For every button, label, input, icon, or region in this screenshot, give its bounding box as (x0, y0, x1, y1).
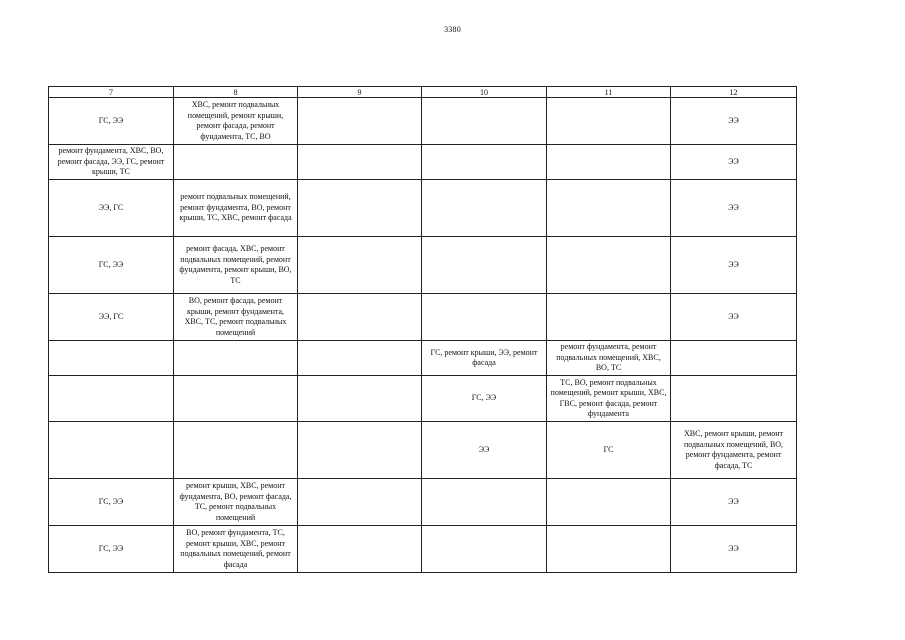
table-cell (547, 479, 671, 526)
table-cell: ЭЭ (671, 479, 797, 526)
table-cell: ремонт фасада, ХВС, ремонт подвальных помещений, ремонт фундамента, ремонт крыши, ВО, ТС (174, 237, 298, 294)
table-row (49, 180, 797, 237)
table-cell (298, 376, 422, 422)
table-cell (422, 180, 547, 237)
table-cell (547, 237, 671, 294)
header-row (49, 87, 797, 98)
table-cell (49, 341, 174, 376)
table-cell (422, 145, 547, 180)
table-cell: ХВС, ремонт подвальных помещений, ремонт крыши, ремонт фасада, ремонт фундамента, ТС, ВО (174, 98, 298, 145)
table-cell: ГС (547, 422, 671, 479)
table-cell (547, 145, 671, 180)
table-cell: ЭЭ (671, 98, 797, 145)
works-table (48, 86, 797, 573)
table-cell (422, 98, 547, 145)
table-cell (422, 526, 547, 573)
table-cell (547, 294, 671, 341)
table-cell (49, 422, 174, 479)
table-cell (298, 341, 422, 376)
table-cell (298, 237, 422, 294)
column-header-11: 11 (547, 87, 671, 98)
column-header-8: 8 (174, 87, 298, 98)
table-cell (298, 98, 422, 145)
table-row (49, 479, 797, 526)
page-number: 3380 (444, 25, 461, 34)
table-cell (547, 180, 671, 237)
table-cell (422, 237, 547, 294)
table-cell: ремонт фундамента, ХВС, ВО, ремонт фасада, ЭЭ, ГС, ремонт крыши, ТС (49, 145, 174, 180)
table-cell (49, 376, 174, 422)
table-cell: ЭЭ, ГС (49, 294, 174, 341)
table-cell (298, 526, 422, 573)
table-cell (547, 98, 671, 145)
table-cell (298, 145, 422, 180)
table-row (49, 98, 797, 145)
column-header-10: 10 (422, 87, 547, 98)
table-cell (422, 294, 547, 341)
table-cell (174, 145, 298, 180)
table-cell: ВО, ремонт фундамента, ТС, ремонт крыши, ХВС, ремонт подвальных помещений, ремонт фасада (174, 526, 298, 573)
table-cell: ГС, ЭЭ (49, 479, 174, 526)
table-row (49, 145, 797, 180)
table-cell: ЭЭ (671, 294, 797, 341)
column-header-12: 12 (671, 87, 797, 98)
column-header-7: 7 (49, 87, 174, 98)
table-row (49, 341, 797, 376)
table-cell: ГС, ЭЭ (49, 98, 174, 145)
table-cell (174, 376, 298, 422)
table-cell (298, 294, 422, 341)
table-cell: ремонт фундамента, ремонт подвальных помещений, ХВС, ВО, ТС (547, 341, 671, 376)
table-cell: ГС, ЭЭ (49, 526, 174, 573)
table-cell (671, 376, 797, 422)
table-cell: ЭЭ (671, 237, 797, 294)
table-row (49, 376, 797, 422)
table-cell: ВО, ремонт фасада, ремонт крыши, ремонт фундамента, ХВС, ТС, ремонт подвальных помещений (174, 294, 298, 341)
table-cell: ЭЭ (422, 422, 547, 479)
table-cell: ГС, ЭЭ (422, 376, 547, 422)
table-cell (298, 180, 422, 237)
table-cell (298, 479, 422, 526)
table-row (49, 237, 797, 294)
table-cell: ЭЭ (671, 526, 797, 573)
column-header-9: 9 (298, 87, 422, 98)
table-row (49, 422, 797, 479)
table-cell: ГС, ремонт крыши, ЭЭ, ремонт фасада (422, 341, 547, 376)
table-cell: ЭЭ (671, 180, 797, 237)
table-cell: ХВС, ремонт крыши, ремонт подвальных помещений, ВО, ремонт фундамента, ремонт фасада, ТС (671, 422, 797, 479)
table-cell (174, 341, 298, 376)
table-cell (298, 422, 422, 479)
table-cell: ЭЭ (671, 145, 797, 180)
table-cell (422, 479, 547, 526)
table-cell: ЭЭ, ГС (49, 180, 174, 237)
table-cell (547, 526, 671, 573)
table-cell (671, 341, 797, 376)
table-cell (174, 422, 298, 479)
table-row (49, 294, 797, 341)
table-cell: ГС, ЭЭ (49, 237, 174, 294)
table-cell: ремонт крыши, ХВС, ремонт фундамента, ВО, ремонт фасада, ТС, ремонт подвальных помещений (174, 479, 298, 526)
table-row (49, 526, 797, 573)
table-cell: ремонт подвальных помещений, ремонт фундамента, ВО, ремонт крыши, ТС, ХВС, ремонт фасада (174, 180, 298, 237)
table-cell: ТС, ВО, ремонт подвальных помещений, ремонт крыши, ХВС, ГВС, ремонт фасада, ремонт фундамента (547, 376, 671, 422)
